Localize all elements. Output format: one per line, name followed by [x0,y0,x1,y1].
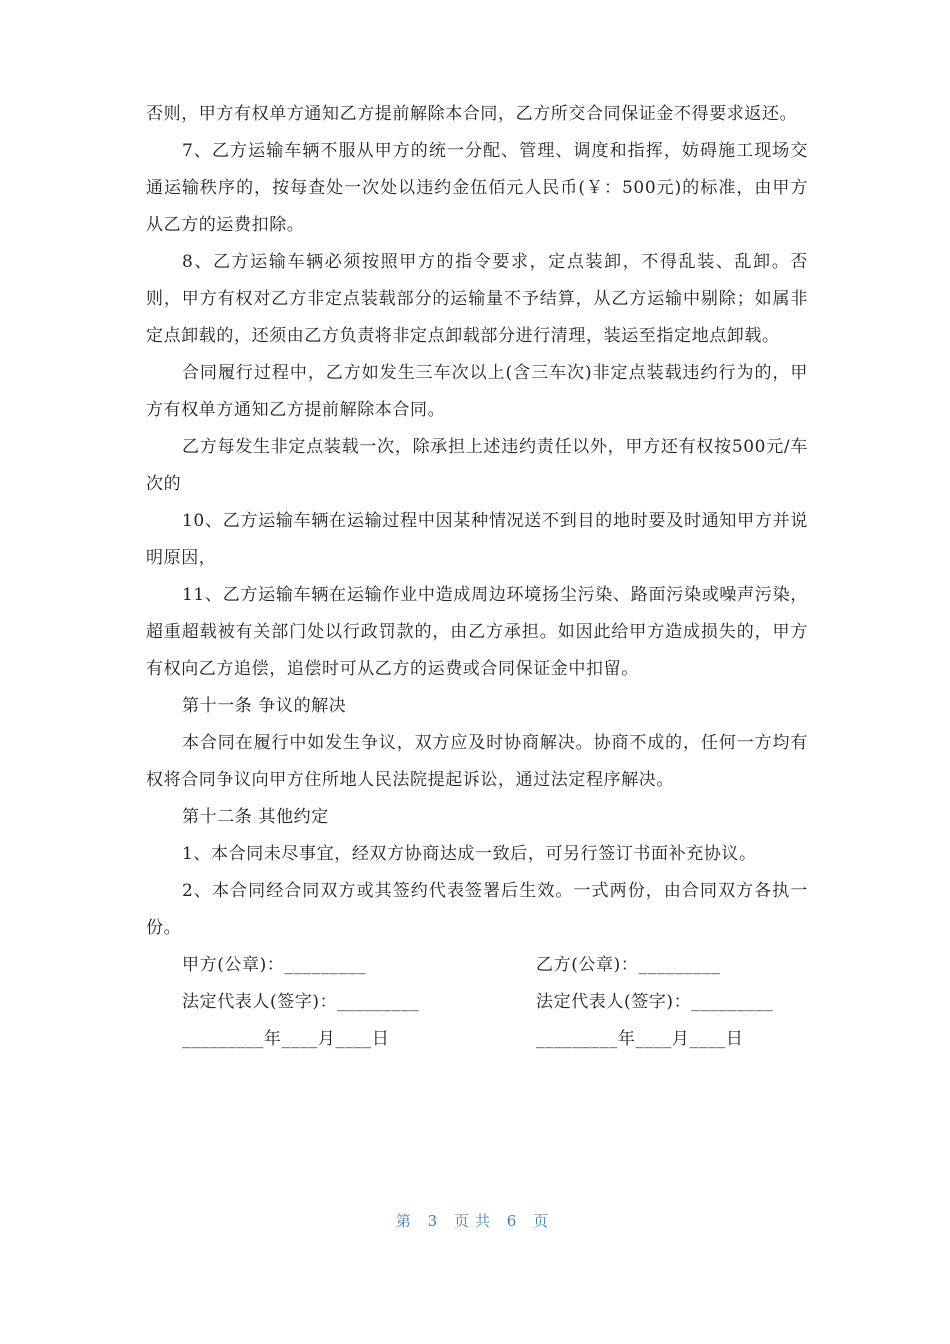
document-body [146,96,808,1058]
signature-row-date [146,1021,808,1058]
party-b-date-field: _________年____月____日 [536,1029,744,1049]
party-a-representative-field: 法定代表人(签字)：_________ [182,992,420,1012]
paragraph-penalty: 乙方每发生非定点装载一次，除承担上述违约责任以外，甲方还有权按500元/车次的 [146,437,808,494]
paragraph-clause-11: 11、乙方运输车辆在运输作业中造成周边环境扬尘污染、路面污染或噪声污染，超重超载被有关部门处以行政罚款的，由乙方承担。如因此给甲方造成损失的，甲方有权向乙方追偿，追偿时可从乙方的运费或合同保证金中扣留。 [146,585,808,679]
paragraph-clause-7: 7、乙方运输车辆不服从甲方的统一分配、管理、调度和指挥，妨碍施工现场交通运输秩序的，按每查处一次处以违约金伍佰元人民币(￥：500元)的标准，由甲方从乙方的运费扣除。 [146,141,808,235]
party-b-representative-field: 法定代表人(签字)：_________ [536,992,774,1012]
section-heading-other: 第十二条 其他约定 [182,807,329,827]
section-heading-dispute: 第十一条 争议的解决 [182,696,347,716]
party-a-seal-field: 甲方(公章)：_________ [182,955,367,975]
paragraph-continuation: 否则，甲方有权单方通知乙方提前解除本合同，乙方所交合同保证金不得要求返还。 [146,104,798,124]
paragraph-clause-8: 8、乙方运输车辆必须按照甲方的指令要求，定点装卸，不得乱装、乱卸。否则，甲方有权对乙方非定点装载部分的运输量不予结算，从乙方运输中剔除；如属非定点卸载的，还须由乙方负责将非定点卸载部分进行清理，装运至指定地点卸载。 [146,252,808,346]
paragraph-other-2: 2、本合同经合同双方或其签约代表签署后生效。一式两份，由合同双方各执一份。 [146,881,808,938]
page-number-footer: 第 3 页共 6 页 [395,1212,555,1230]
paragraph-termination: 合同履行过程中，乙方如发生三车次以上(含三车次)非定点装载违约行为的，甲方有权单方通知乙方提前解除本合同。 [146,363,808,420]
paragraph-clause-10: 10、乙方运输车辆在运输过程中因某种情况送不到目的地时要及时通知甲方并说明原因， [146,511,808,568]
paragraph-other-1: 1、本合同未尽事宜，经双方协商达成一致后，可另行签订书面补充协议。 [182,844,757,864]
signature-row-representative [146,984,808,1021]
party-a-date-field: _________年____月____日 [182,1029,390,1049]
signature-row-seal [146,947,808,984]
party-b-seal-field: 乙方(公章)：_________ [536,955,721,975]
paragraph-dispute: 本合同在履行中如发生争议，双方应及时协商解决。协商不成的，任何一方均有权将合同争议向甲方住所地人民法院提起诉讼，通过法定程序解决。 [146,733,808,790]
